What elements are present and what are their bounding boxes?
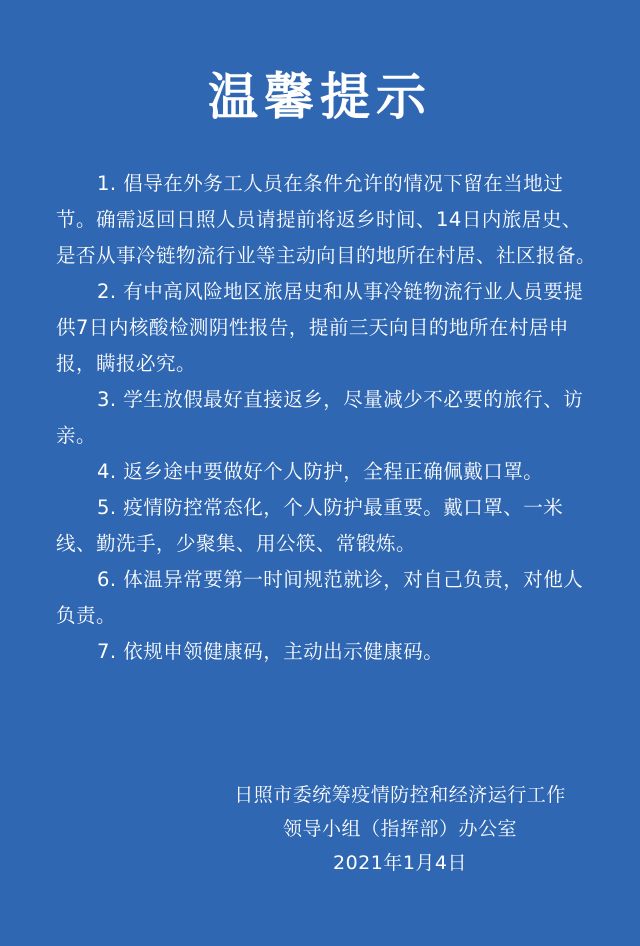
issuer-line-2: 领导小组（指挥部）办公室: [282, 818, 517, 840]
notice-item-list: [56, 166, 596, 670]
notice-item: 5. 疫情防控常态化，个人防护最重要。戴口罩、一米线、勤洗手，少聚集、用公筷、常锻炼。: [56, 496, 564, 555]
notice-title: 温馨提示: [208, 67, 432, 126]
notice-item: 7. 依规申领健康码，主动出示健康码。: [96, 640, 444, 663]
notice-item: 1. 倡导在外务工人员在条件允许的情况下留在当地过节。确需返回日照人员请提前将返乡时间、14日内旅居史、是否从事冷链物流行业等主动向目的地所在村居、社区报备。: [56, 172, 597, 267]
notice-item: 3. 学生放假最好直接返乡，尽量减少不必要的旅行、访亲。: [56, 388, 584, 447]
issue-date: 2021年1月4日: [332, 852, 468, 874]
notice-item: 4. 返乡途中要做好个人防护，全程正确佩戴口罩。: [96, 460, 544, 483]
issuer-line-1: 日照市委统筹疫情防控和经济运行工作: [234, 784, 566, 806]
notice-item: 6. 体温异常要第一时间规范就诊，对自己负责，对他人负责。: [56, 568, 584, 627]
notice-item: 2. 有中高风险地区旅居史和从事冷链物流行业人员要提供7日内核酸检测阴性报告，提前三天向目的地所在村居申报，瞒报必究。: [56, 280, 584, 375]
